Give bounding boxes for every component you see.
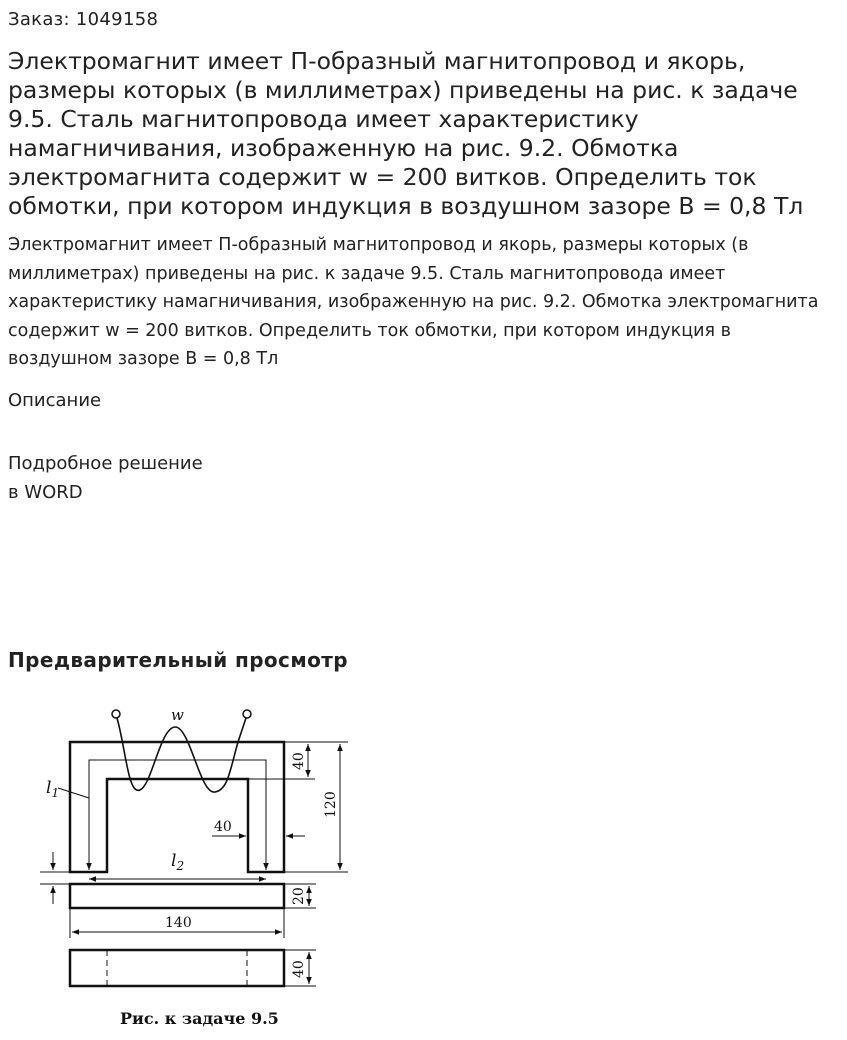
winding-label: w [171, 706, 184, 724]
page-title: Электромагнит имеет П-образный магнитопровод и якорь, размеры которых (в миллиметрах) приведены на рис. к задаче 9.5. Сталь магнитопровода имеет характеристику намагничивания, изображенную на рис. 9.2. Обмотка электромагнита содержит w = 200 витков. Определить ток обмотки, при котором индукция в воздушном зазоре В = 0,8 Тл [8, 47, 804, 220]
mean-path-l1 [89, 760, 266, 870]
terminal-left [112, 710, 120, 718]
winding-coil [117, 718, 238, 792]
armature-front [70, 884, 284, 908]
armature-side [70, 950, 284, 986]
preview-heading: Предварительный просмотр [8, 648, 348, 672]
solution-format-label: в WORD [8, 482, 83, 503]
dim-120: 120 [323, 791, 339, 818]
task-description: Электромагнит имеет П-образный магнитопровод и якорь, размеры которых (в миллиметрах) приведены на рис. к задаче 9.5. Сталь магнитопровода имеет характеристику намагничивания, изображенную на рис. 9.2. Обмотка электромагнита содержит w = 200 витков. Определить ток обмотки, при котором индукция в воздушном зазоре В = 0,8 Тл [8, 235, 819, 369]
figure-caption: Рис. к задаче 9.5 [120, 1009, 279, 1028]
dim-40-top: 40 [291, 752, 307, 770]
order-number: Заказ: 1049158 [8, 9, 159, 30]
l2-label: $l_2$ [171, 851, 185, 873]
dim-140: 140 [165, 915, 192, 931]
solution-label: Подробное решение [8, 453, 203, 474]
terminal-right [243, 710, 251, 718]
dim-40-side: 40 [291, 960, 307, 978]
description-heading: Описание [8, 390, 102, 411]
dim-40-inner: 40 [214, 819, 232, 835]
l1-label: $l_1$ [46, 778, 60, 800]
u-core-outline [70, 742, 284, 872]
preview-figure [0, 700, 400, 1035]
dim-20: 20 [291, 887, 307, 905]
